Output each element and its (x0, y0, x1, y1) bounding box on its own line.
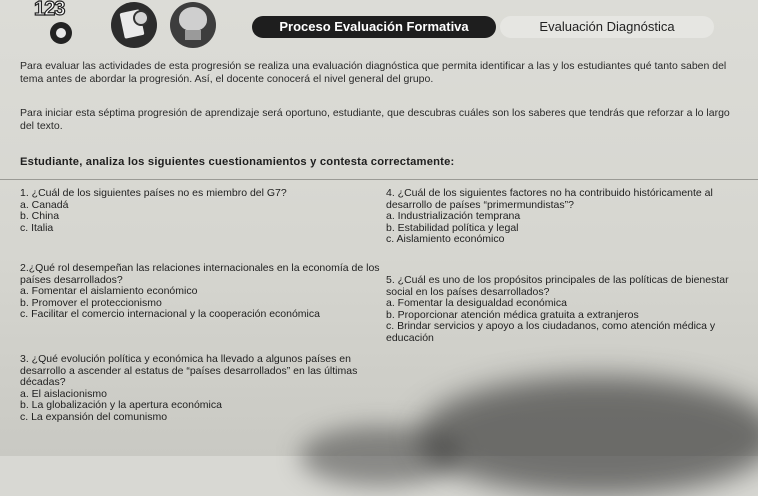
section-subtitle: Evaluación Diagnóstica (500, 16, 714, 38)
section-title: Proceso Evaluación Formativa (252, 16, 496, 38)
answer-option[interactable]: a. Fomentar el aislamiento económico (20, 285, 198, 298)
question-4 (386, 188, 748, 246)
answer-option[interactable]: a. Fomentar la desigualdad económica (386, 297, 567, 310)
logo-badge-icon (50, 22, 72, 44)
question-text: 2.¿Qué rol desempeñan las relaciones internacionales en la economía de los países desarrollados? (20, 262, 380, 286)
header (0, 0, 758, 52)
intro-paragraph: Para evaluar las actividades de esta progresión se realiza una evaluación diagnóstica que permita identificar a las y los estudiantes qué tanto saben del tema antes de abordar la progresión. Así, el docente conocerá el nivel general del grupo. (20, 60, 727, 85)
answer-option[interactable]: c. Italia (20, 221, 54, 234)
question-text: 5. ¿Cuál es uno de los propósitos principales de las políticas de bienestar social en los países desarrollados? (386, 274, 729, 298)
question-text: 1. ¿Cuál de los siguientes países no es miembro del G7? (20, 187, 287, 199)
answer-option[interactable]: b. La globalización y la apertura económica (20, 399, 222, 412)
divider (0, 179, 758, 180)
progression-paragraph: Para iniciar esta séptima progresión de aprendizaje será oportuno, estudiante, que descubras cuáles son los saberes que tendrás que reforzar a lo largo del texto. (20, 107, 730, 132)
answer-option[interactable]: a. Canadá (20, 198, 69, 211)
logo-number: 123 (34, 0, 65, 20)
answer-option[interactable]: b. Proporcionar atención médica gratuita a extranjeros (386, 308, 639, 321)
question-text: 4. ¿Cuál de los siguientes factores no ha contribuido históricamente al desarrollo de países “primermundistas”? (386, 187, 713, 211)
answer-option[interactable]: c. Facilitar el comercio internacional y la cooperación económica (20, 308, 320, 321)
answer-option[interactable]: b. China (20, 210, 60, 223)
answer-option[interactable]: c. La expansión del comunismo (20, 410, 168, 423)
answer-option[interactable]: b. Estabilidad política y legal (386, 221, 519, 234)
answer-option[interactable]: c. Brindar servicios y apoyo a los ciudadanos, como atención médica y educación (386, 320, 716, 344)
question-text: 3. ¿Qué evolución política y económica ha llevado a algunos países en desarrollo a ascender al estatus de “países desarrollados” en las últimas décadas? (20, 353, 358, 389)
answer-option[interactable]: a. Industrialización temprana (386, 210, 521, 223)
instruction-text: Estudiante, analiza los siguientes cuestionamientos y contesta correctamente: (20, 156, 455, 168)
question-5 (386, 275, 748, 345)
answer-option[interactable]: c. Aislamiento económico (386, 233, 505, 246)
magnifier-document-icon (111, 2, 157, 48)
answer-option[interactable]: b. Promover el proteccionismo (20, 296, 162, 309)
photo-shadow (418, 376, 758, 496)
question-2 (20, 263, 380, 321)
question-1 (20, 188, 380, 234)
lamp-icon (170, 2, 216, 48)
question-3 (20, 354, 380, 424)
answer-option[interactable]: a. El aislacionismo (20, 387, 107, 400)
